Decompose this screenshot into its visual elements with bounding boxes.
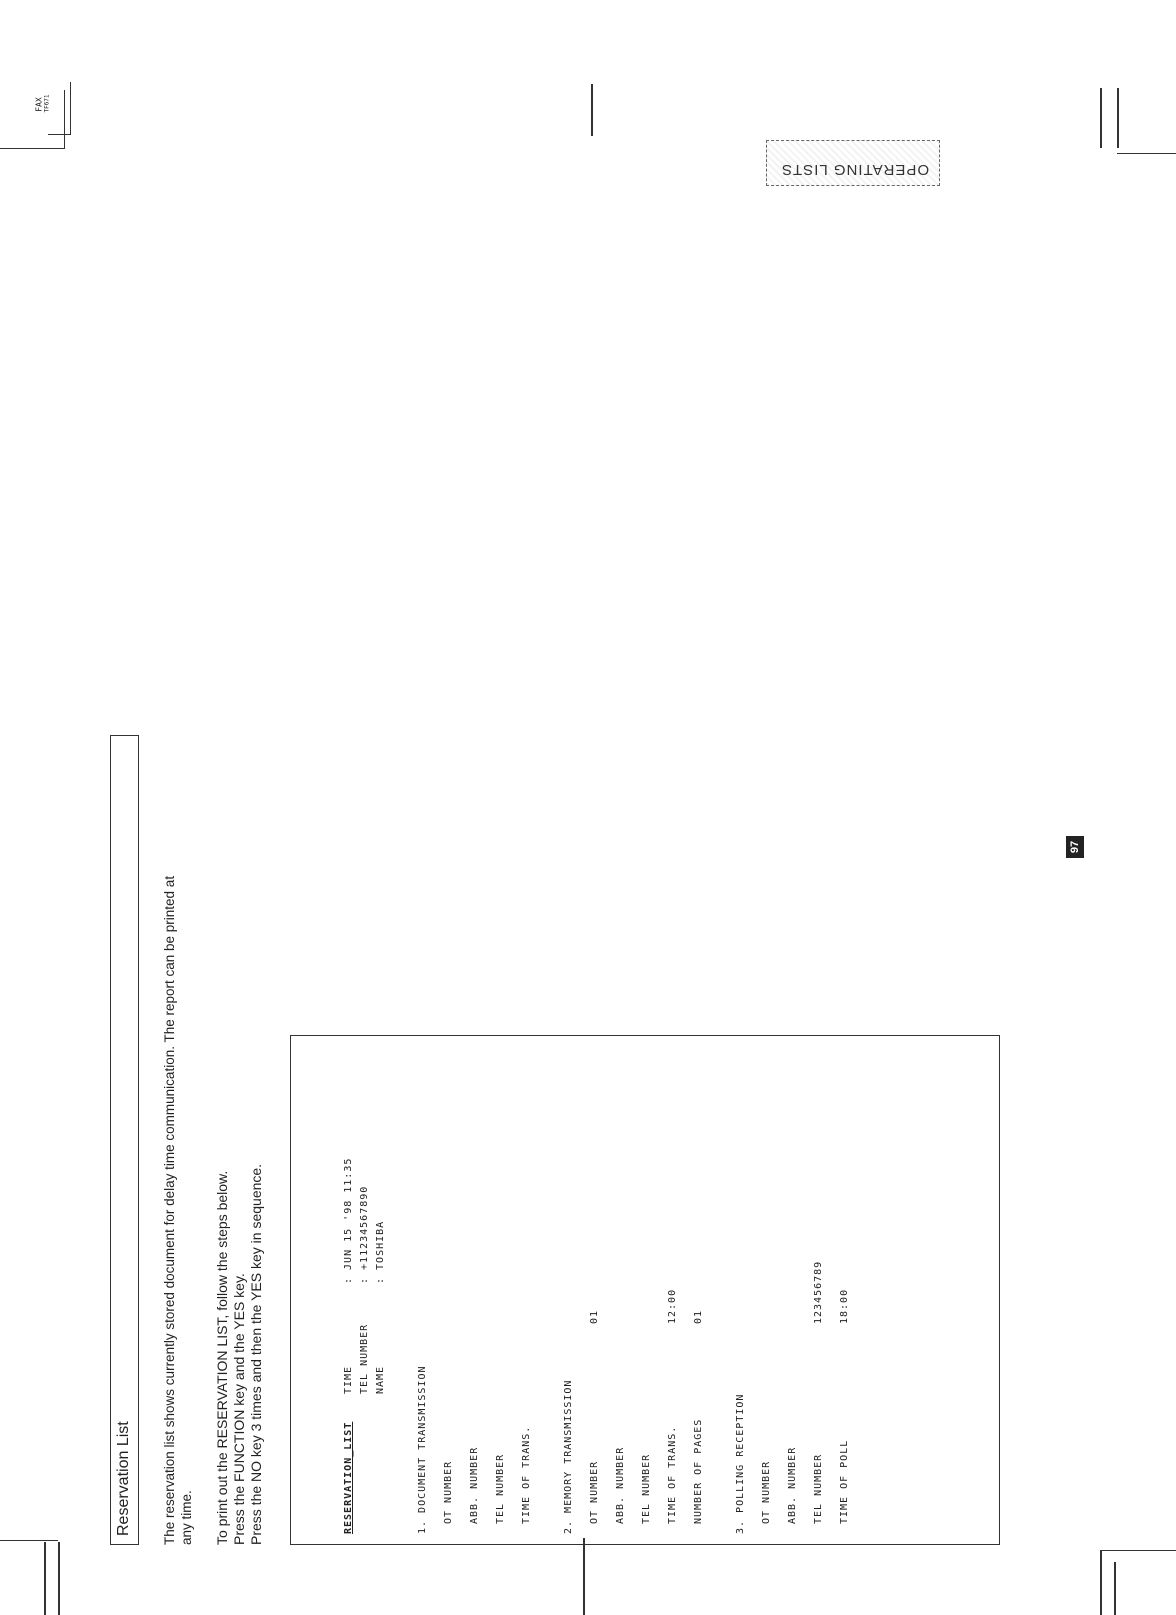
crop-mark-top-right-v1	[1100, 88, 1102, 148]
instruction-line-2: Press the FUNCTION key and the YES key.	[231, 1273, 247, 1545]
report-header-value-tel: : +11234567890	[359, 1185, 370, 1284]
report-row-value: 12:00	[667, 1288, 678, 1324]
corner-label-line2: TF671	[43, 94, 51, 113]
reservation-list-report	[290, 1035, 1000, 1545]
report-header-label-name: NAME	[375, 1365, 386, 1394]
instruction-line-1: To print out the RESERVATION LIST, follow the steps below.	[214, 1170, 230, 1545]
report-row-label: ABB. NUMBER	[787, 1446, 798, 1524]
report-row-label: ABB. NUMBER	[469, 1446, 480, 1524]
corner-label-box	[34, 82, 71, 135]
operating-lists-tab-label: OPERATING LISTS	[781, 161, 930, 178]
page-number-badge	[1066, 836, 1084, 858]
report-section-title: 3. POLLING RECEPTION	[735, 1393, 746, 1534]
report-row-label: OT NUMBER	[589, 1460, 600, 1524]
report-row-label: TIME OF TRANS.	[521, 1425, 532, 1524]
report-row-label: TEL NUMBER	[641, 1453, 652, 1524]
page-number: 97	[1069, 840, 1081, 854]
crop-mark-bottom-right-h	[1100, 1550, 1176, 1551]
report-row-label: TEL NUMBER	[813, 1453, 824, 1524]
report-row-value: 123456789	[813, 1260, 824, 1324]
crop-mark-bottom-left-v2	[58, 1542, 60, 1615]
rotated-page-content	[110, 710, 1010, 1545]
report-row-label: TIME OF TRANS.	[667, 1425, 678, 1524]
crop-mark-bottom-left-v1	[44, 1542, 46, 1615]
report-header-value-name: : TOSHIBA	[375, 1220, 386, 1284]
top-center-line	[591, 84, 593, 136]
intro-paragraph-line2: any time.	[179, 1490, 194, 1545]
report-row-value: 01	[693, 1309, 704, 1324]
report-row-label: OT NUMBER	[761, 1460, 772, 1524]
report-row-label: TEL NUMBER	[495, 1453, 506, 1524]
report-row-label: OT NUMBER	[443, 1460, 454, 1524]
crop-mark-bottom-right-v1	[1100, 1550, 1102, 1615]
crop-mark-bottom-right-v2	[1114, 1562, 1116, 1615]
report-header-value-time: : JUN 15 '98 11:35	[343, 1157, 354, 1284]
crop-mark-top-left-v	[64, 90, 65, 149]
report-header-label-time: TIME	[343, 1365, 354, 1394]
report-header-label-tel: TEL NUMBER	[359, 1323, 370, 1394]
report-row-value: 18:00	[839, 1288, 850, 1324]
report-heading: RESERVATION_LIST	[343, 1421, 354, 1534]
report-section-title: 2. MEMORY TRANSMISSION	[563, 1379, 574, 1534]
corner-label-line1: FAX	[34, 97, 44, 112]
operating-lists-tab	[766, 140, 940, 186]
crop-mark-top-left	[0, 148, 64, 149]
crop-mark-top-right-h	[1117, 153, 1176, 154]
report-row-value: 01	[589, 1309, 600, 1324]
report-row-label: ABB. NUMBER	[615, 1446, 626, 1524]
section-title-box	[110, 735, 139, 1545]
crop-mark-top-right-v2	[1117, 88, 1119, 148]
section-title: Reservation List	[115, 1421, 132, 1536]
report-row-label: NUMBER OF PAGES	[693, 1418, 704, 1524]
report-section-title: 1. DOCUMENT TRANSMISSION	[417, 1365, 428, 1534]
instruction-line-3: Press the NO key 3 times and then the YES key in sequence.	[248, 1163, 264, 1545]
bottom-center-line	[583, 1538, 585, 1615]
report-row-label: TIME OF POLL	[839, 1439, 850, 1524]
intro-paragraph-line1: The reservation list shows currently stored document for delay time communication. The report can be printed at	[162, 875, 177, 1545]
crop-mark-bottom-left-h	[0, 1540, 58, 1541]
